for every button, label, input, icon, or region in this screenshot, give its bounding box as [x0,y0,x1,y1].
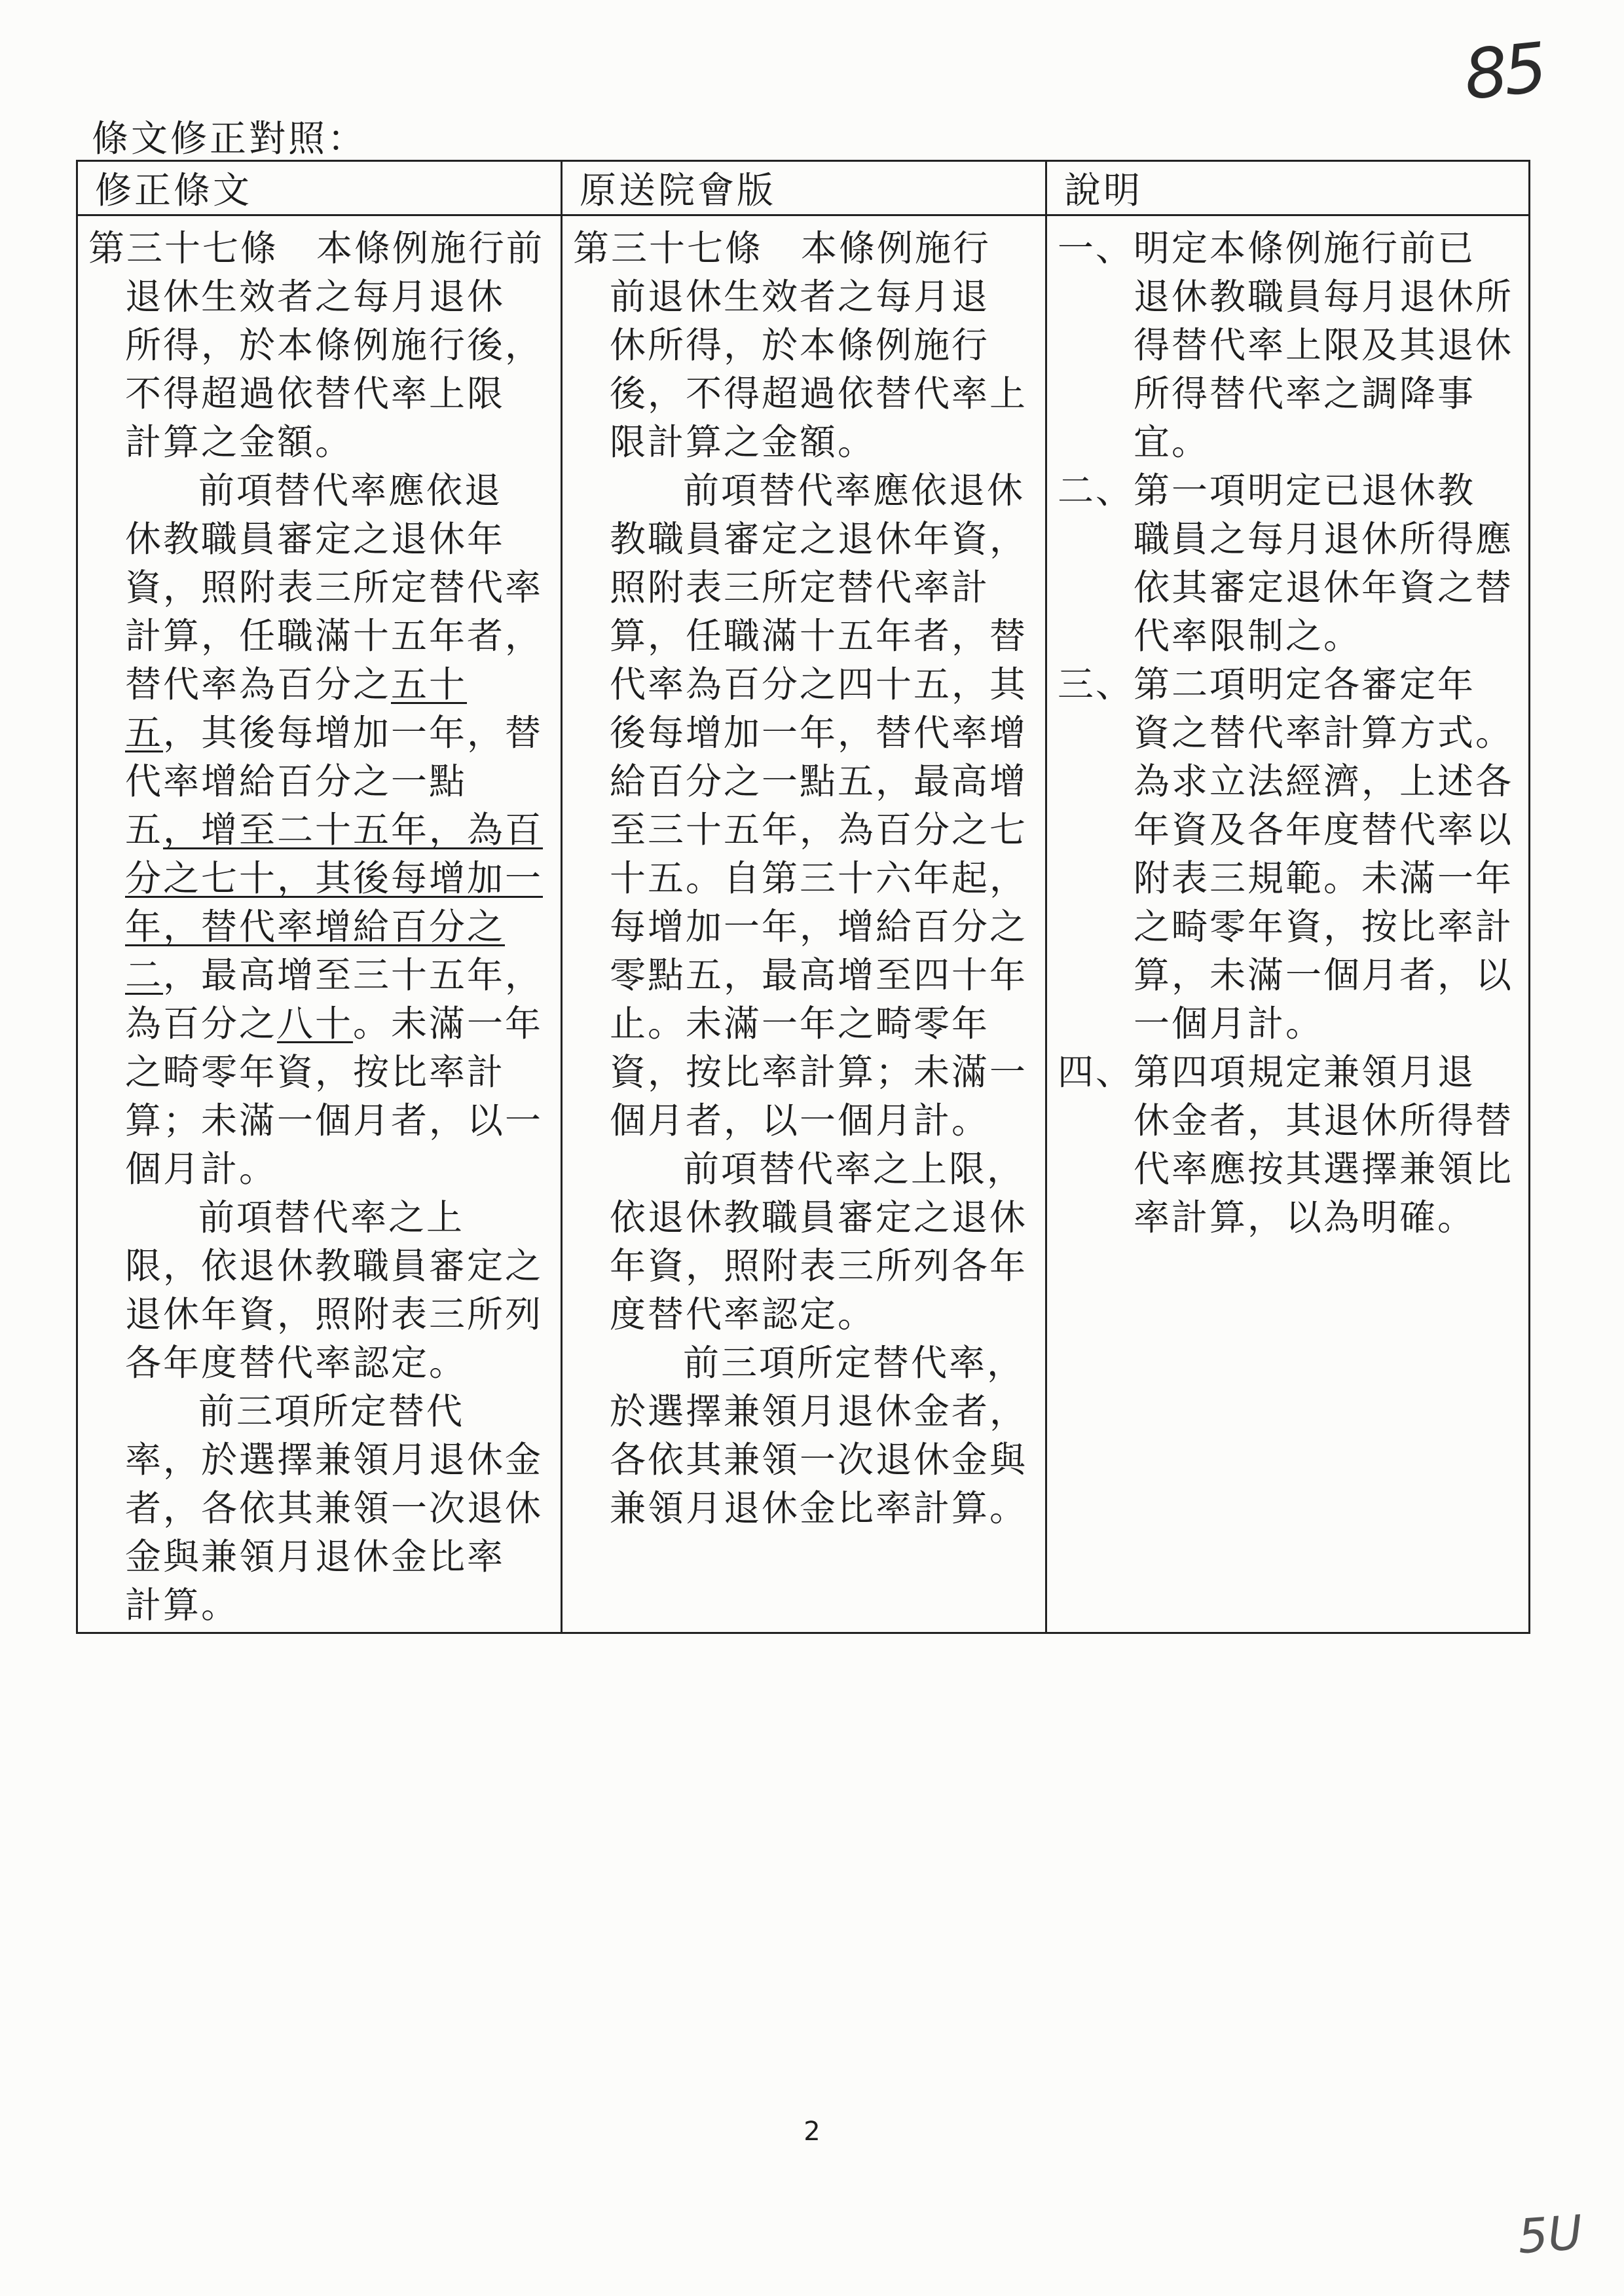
text-line: 第一項明定已退休教 [1134,470,1476,511]
text-line [88,1193,551,1242]
text-run: 前項替代率之上 [198,1196,465,1238]
text-run: 。未滿一年 [353,1003,544,1045]
item-number: 三、 [1058,663,1134,705]
text-run: 休所得，於本條例施行 [610,324,990,366]
text-run: 計算之金額。 [125,421,354,463]
text-line [88,1339,551,1387]
text-run: 限計算之金額。 [610,421,876,463]
text-run: 計算，任職滿十五年者， [125,615,544,657]
text-run: ，其後每增加一年，替 [163,712,544,754]
text-line [573,515,1036,563]
text-line: 為求立法經濟，上述各 [1134,760,1514,802]
text-line [88,709,551,757]
text-line [573,1387,1036,1435]
text-run: 年資，照附表三所列各年 [610,1245,1028,1287]
text-line [573,272,1036,321]
comparison-table [76,160,1530,1634]
explanation-item [1058,466,1519,660]
item-number: 四、 [1058,1051,1134,1093]
underlined-amendment: 五十 [391,663,468,705]
text-run: 代率增給百分之一點 [125,760,468,802]
text-run: 資，照附表三所定替代率 [125,566,544,608]
cell-amended-text [77,215,562,1633]
handwritten-corner-mark: 5U [1516,2204,1585,2265]
text-run: 五 [125,809,164,851]
text-run: 前項替代率之上限， [683,1148,1025,1190]
text-run: 率，於選擇兼領月退休金 [125,1439,544,1481]
text-run: 每增加一年，增給百分之 [610,906,1028,948]
text-line [573,1096,1036,1145]
text-line [88,321,551,369]
text-run: 依退休教職員審定之退休 [610,1196,1028,1238]
text-line: 率計算，以為明確。 [1134,1196,1476,1238]
text-run: 十五。自第三十六年起， [610,857,1028,899]
text-line [88,660,551,709]
text-run: 止。未滿一年之畸零年 [610,1003,990,1045]
text-line [573,1242,1036,1290]
underlined-amendment: 分之七十，其後每增加一 [125,857,544,899]
text-line [88,999,551,1048]
text-line [573,660,1036,709]
text-line [573,709,1036,757]
text-line [573,854,1036,902]
text-run: 金與兼領月退休金比率 [125,1536,506,1578]
text-line [88,1484,551,1532]
text-line [573,999,1036,1048]
text-line: 第二項明定各審定年 [1134,663,1476,705]
text-run: 之畸零年資，按比率計 [125,1051,506,1093]
text-line: 第四項規定兼領月退 [1134,1051,1476,1093]
text-line [573,757,1036,805]
item-number: 一、 [1058,227,1134,269]
text-line: 年資及各年度替代率以 [1134,809,1514,851]
text-run: 前退休生效者之每月退 [610,276,990,318]
text-run: 限，依退休教職員審定之 [125,1245,544,1287]
text-run: 度替代率認定。 [610,1293,876,1335]
underlined-amendment: 二 [125,954,164,996]
text-line: 代率限制之。 [1134,615,1362,657]
text-run: 至三十五年，為百分之七 [610,809,1028,851]
text-run: 前三項所定替代 [198,1390,465,1432]
explanation-item [1058,1048,1519,1242]
text-run: 休教職員審定之退休年 [125,518,506,560]
text-line [573,902,1036,951]
text-line [573,321,1036,369]
text-run: 前項替代率應依退 [198,470,503,511]
text-run: 算，任職滿十五年者，替 [610,615,1028,657]
text-line [88,418,551,466]
text-line [88,515,551,563]
text-line [88,563,551,612]
text-run: 者，各依其兼領一次退休 [125,1487,544,1529]
text-line [88,1387,551,1435]
header-explanation: 說明 [1046,161,1530,215]
text-line [573,1145,1036,1193]
text-line [88,272,551,321]
text-line: 職員之每月退休所得應 [1134,518,1514,560]
text-run: 代率為百分之四十五，其 [610,663,1028,705]
text-run: 為百分之 [125,1003,278,1045]
text-line [88,1290,551,1339]
text-line [88,1048,551,1096]
text-line [88,1145,551,1193]
text-run: 不得超過依替代率上限 [125,373,506,415]
explanation-item [1058,224,1519,466]
page-number: 2 [803,2117,821,2147]
text-line [573,1339,1036,1387]
text-run: 替代率為百分之 [125,663,392,705]
text-line [88,1532,551,1581]
text-run: 各年度替代率認定。 [125,1342,468,1384]
text-line: 依其審定退休年資之替 [1134,566,1514,608]
cell-original-version [562,215,1046,1633]
text-run: 於選擇兼領月退休金者， [610,1390,1028,1432]
text-line [88,757,551,805]
text-line: 附表三規範。未滿一年 [1134,857,1514,899]
text-run: 後每增加一年，替代率增 [610,712,1028,754]
text-line [573,224,1036,272]
text-line [88,1242,551,1290]
text-run: ，最高增至三十五年， [163,954,544,996]
text-run: 第三十七條 本條例施行 [573,227,991,269]
underlined-amendment: 五 [125,712,164,754]
page-heading: 條文修正對照： [92,118,367,160]
underlined-amendment: 年，替代率增給百分之 [125,906,506,948]
text-line [573,951,1036,999]
text-line: 算，未滿一個月者，以 [1134,954,1514,996]
text-run: 所得，於本條例施行後， [125,324,544,366]
text-run: 給百分之一點五，最高增 [610,760,1028,802]
text-line: 宜。 [1134,421,1210,463]
text-line [88,224,551,272]
handwritten-page-mark: 85 [1460,28,1547,115]
text-line [88,854,551,902]
text-run: 資，按比率計算；未滿一 [610,1051,1028,1093]
text-line [573,1484,1036,1532]
text-run: 後，不得超過依替代率上 [610,373,1028,415]
text-line [88,902,551,951]
underlined-amendment: ，增至二十五年，為百 [163,809,544,851]
text-line: 資之替代率計算方式。 [1134,712,1514,754]
text-line [573,466,1036,515]
text-line: 一個月計。 [1134,1003,1324,1045]
text-line [88,805,551,854]
text-line [88,951,551,999]
text-line [88,1581,551,1629]
text-run: 照附表三所定替代率計 [610,566,990,608]
text-run: 個月計。 [125,1148,278,1190]
underlined-amendment: 八十 [277,1003,354,1045]
text-line [88,1435,551,1484]
text-run: 兼領月退休金比率計算。 [610,1487,1028,1529]
text-line [573,1193,1036,1242]
text-run: 教職員審定之退休年資， [610,518,1028,560]
text-line [573,369,1036,418]
text-line [573,805,1036,854]
text-run: 前項替代率應依退休 [683,470,1025,511]
cell-explanation [1046,215,1530,1633]
text-line: 退休教職員每月退休所 [1134,276,1514,318]
text-line [573,1435,1036,1484]
text-line [88,466,551,515]
text-line [88,1096,551,1145]
header-original-version: 原送院會版 [562,161,1046,215]
text-line [573,1048,1036,1096]
explanation-item [1058,660,1519,1048]
text-line: 休金者，其退休所得替 [1134,1100,1514,1141]
text-line: 代率應按其選擇兼領比 [1134,1148,1514,1190]
text-line: 得替代率上限及其退休 [1134,324,1514,366]
text-line: 之畸零年資，按比率計 [1134,906,1514,948]
text-run: 各依其兼領一次退休金與 [610,1439,1028,1481]
text-run: 計算。 [125,1584,240,1626]
text-line [573,1290,1036,1339]
text-run: 個月者，以一個月計。 [610,1100,990,1141]
text-line [573,563,1036,612]
text-line [573,418,1036,466]
item-number: 二、 [1058,470,1134,511]
text-line: 所得替代率之調降事 [1134,373,1476,415]
text-run: 第三十七條 本條例施行前 [88,227,545,269]
text-run: 零點五，最高增至四十年 [610,954,1028,996]
text-run: 退休年資，照附表三所列 [125,1293,544,1335]
text-line [88,612,551,660]
text-line [88,369,551,418]
text-run: 算；未滿一個月者，以一 [125,1100,544,1141]
text-line: 明定本條例施行前已 [1134,227,1476,269]
header-amended-text: 修正條文 [77,161,562,215]
text-run: 前三項所定替代率， [683,1342,1025,1384]
text-run: 退休生效者之每月退休 [125,276,506,318]
text-line [573,612,1036,660]
